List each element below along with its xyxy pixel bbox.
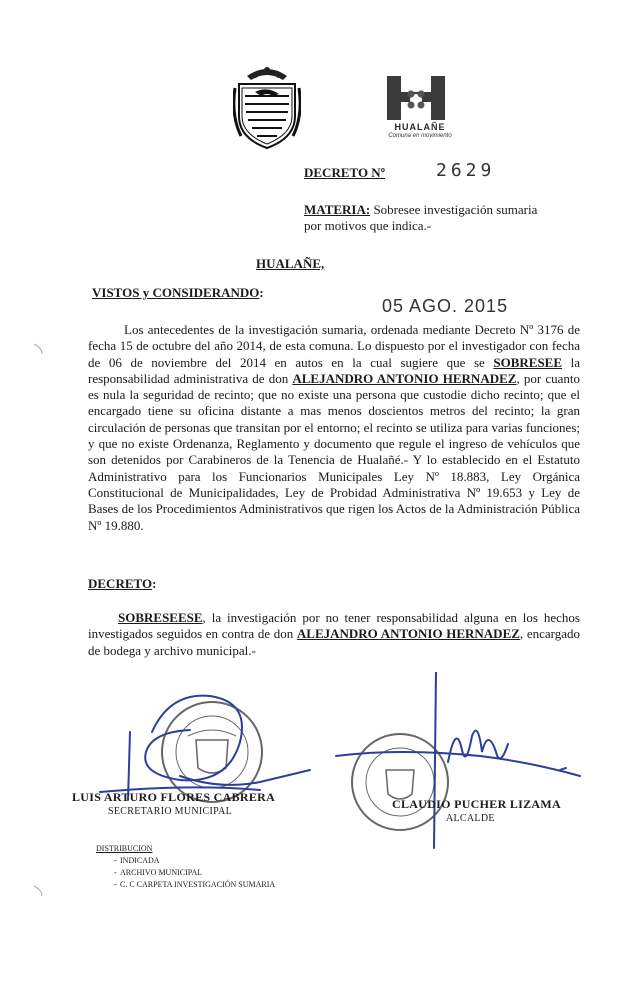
distribution-item: - ARCHIVO MUNICIPAL (96, 867, 275, 879)
vistos-colon: : (259, 285, 264, 300)
paragraph2-text-a: , la investigación por no tener responsabilidad alguna en los hechos investigados seguidos en contra de don (88, 610, 580, 642)
decreto-heading-label: DECRETO (88, 576, 153, 591)
materia-line1: Sobresee investigación sumaria (370, 202, 538, 217)
date-stamp: 05 AGO. 2015 (382, 296, 509, 316)
decreto-heading (88, 576, 156, 592)
decree-label: DECRETO Nº (304, 165, 385, 180)
accused-name-2: ALEJANDRO ANTONIO HERNADEZ (296, 626, 520, 642)
decree-number: 2629 (436, 160, 496, 181)
signatures-and-stamps (60, 672, 620, 852)
mayor-name: CLAUDIO PUCHER LIZAMA (392, 797, 561, 811)
paragraph1-text-a: Los antecedentes de la investigación sumaria, ordenada mediante Decreto Nº 3176 de fecha 15 de octubre del año 2014, de esta comuna. Lo dispuesto por el investigador con fecha de 06 de noviembre del 2014 en autos en la cual sugiere que se (88, 322, 580, 370)
secretary-title: SECRETARIO MUNICIPAL (108, 806, 233, 817)
municipal-crest-icon (233, 66, 301, 152)
paragraph1-text-b: la responsabilidad administrativa de don (88, 354, 580, 386)
sobreseese-term: SOBRESEESE (118, 610, 203, 625)
distribution-item: - INDICADA (96, 855, 275, 867)
logo-tagline: Comuna en movimiento (388, 133, 452, 139)
materia-label: MATERIA: (304, 202, 371, 217)
secretary-name: LUIS ARTURO FLORES CABRERA (72, 790, 276, 804)
considerando-paragraph (88, 322, 580, 534)
materia-block (304, 202, 537, 234)
place-heading: HUALAÑE, (256, 256, 325, 271)
paragraph1-text-c: , por cuanto es nula la seguridad de recinto; que no existe una persona que custodie dicho recinto; que el encargado tiene su oficina distante a mas menos doscientos metros del recinto; la gran circulación de personas que transitan por el entorno; el recinto se utiliza para varias funciones; y que no existe Ordenanza, Reglamento y documento que regule el ingreso de vehículos que son detenidos por Carabineros de la Tenencia de Hualañé.- Y lo establecido en el Estatuto Administrativo para los Funcionarios Municipales Ley Nº 18.883, Ley Orgánica Constitucional de Municipalidades, Ley de Probidad Administrativa Nº 19.653 y Ley de Bases de los Procedimientos Administrativos que rigen los Actos de la Administración Pública Nº 19.880. (88, 370, 580, 533)
mayor-title: ALCALDE (446, 813, 495, 824)
decreto-heading-colon: : (152, 576, 157, 591)
paragraph2-text-b: , encargado de bodega y archivo municipal.- (88, 626, 580, 658)
distribution-heading: DISTRIBUCION (96, 844, 153, 853)
distribution-item: - C. C CARPETA INVESTIGACIÓN SUMARIA (96, 879, 275, 891)
materia-line2: por motivos que indica.- (304, 218, 432, 233)
logo-name: HUALAÑE (394, 122, 446, 132)
secretary-signature-icon (100, 696, 310, 800)
vistos-heading (92, 285, 264, 301)
margin-punch-marks (32, 340, 46, 900)
vistos-label: VISTOS y CONSIDERANDO (92, 285, 260, 300)
distribution-list (96, 855, 275, 891)
decreto-paragraph (88, 610, 580, 659)
sobresee-term: SOBRESEE (493, 354, 563, 370)
distribution-block (96, 843, 275, 891)
accused-name: ALEJANDRO ANTONIO HERNADEZ (292, 370, 517, 386)
